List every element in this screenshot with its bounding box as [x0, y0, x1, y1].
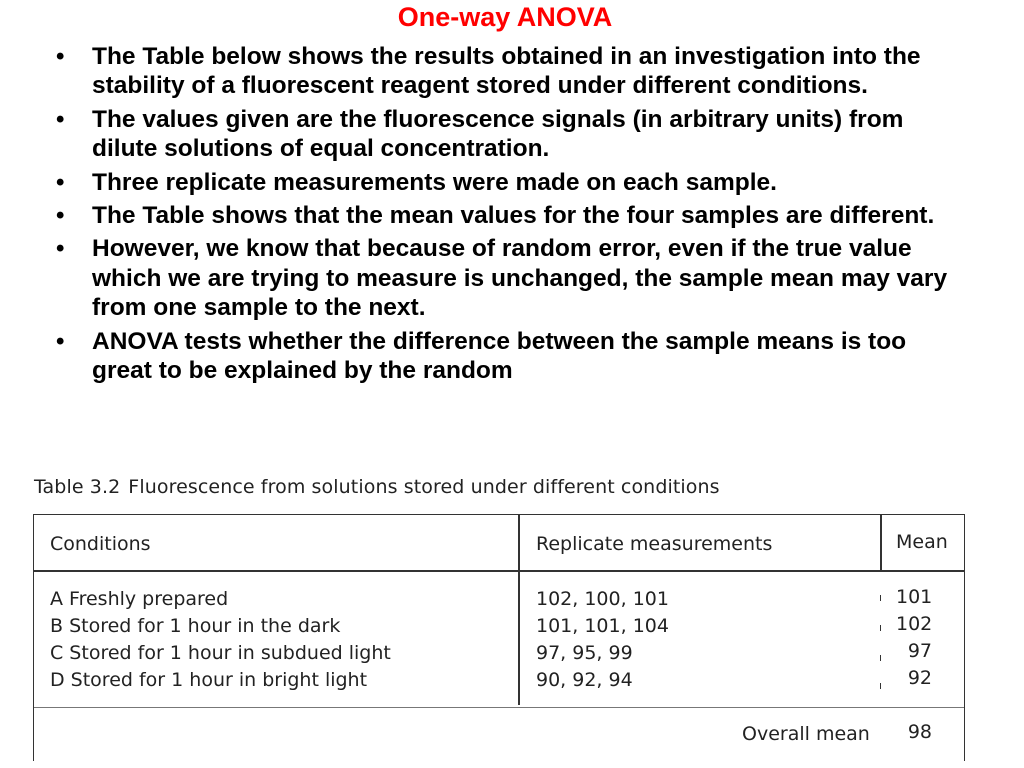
bullet-dot-icon: •	[56, 168, 65, 196]
bullet-item	[52, 168, 972, 197]
bullet-text: However, we know that because of random error, even if the true value which we are trying to measure is unchanged, the sample mean may vary from one sample to the next.	[92, 235, 948, 322]
replicates-cell: 90, 92, 94	[536, 669, 633, 691]
bullet-dot-icon: •	[56, 105, 65, 133]
header-mean: Mean	[896, 531, 948, 553]
overall-mean-value: 98	[907, 721, 932, 743]
bullet-text: The Table shows that the mean values for the four samples are different.	[92, 202, 935, 230]
bullet-dot-icon: •	[56, 43, 65, 70]
column-divider	[880, 515, 882, 571]
bullet-text: ANOVA tests whether the difference between the sample means is too great to be explained by the random	[92, 327, 907, 385]
condition-cell: B Stored for 1 hour in the dark	[50, 615, 341, 637]
bullet-item	[52, 105, 972, 164]
bullet-text: The values given are the fluorescence signals (in arbitrary units) from dilute solutions of equal concentration.	[92, 105, 904, 163]
condition-cell: A Freshly prepared	[50, 588, 229, 610]
mean-cell: 102	[896, 613, 933, 635]
bullet-text: The Table below shows the results obtained in an investigation into the stability of a fluorescent reagent stored under different conditions.	[92, 43, 921, 100]
bullet-dot-icon: •	[56, 235, 65, 263]
bullet-dot-icon: •	[56, 327, 65, 355]
fluorescence-table	[33, 514, 965, 761]
slide-title: One-way ANOVA	[397, 2, 613, 32]
column-tick	[880, 683, 881, 689]
overall-mean-label: Overall mean	[742, 723, 870, 745]
header-replicates: Replicate measurements	[536, 533, 773, 555]
column-tick	[880, 655, 881, 661]
footer-divider	[34, 707, 964, 708]
header-divider	[34, 570, 964, 572]
table-caption	[34, 476, 720, 498]
bullet-item	[52, 327, 972, 386]
replicates-cell: 102, 100, 101	[536, 588, 669, 610]
condition-cell: D Stored for 1 hour in bright light	[50, 669, 368, 691]
column-tick	[880, 625, 881, 631]
mean-cell: 92	[907, 667, 932, 689]
bullet-item	[52, 234, 972, 322]
table-caption-label: Table 3.2	[34, 476, 121, 498]
mean-cell: 101	[896, 586, 933, 608]
replicates-cell: 101, 101, 104	[536, 615, 669, 637]
replicates-cell: 97, 95, 99	[536, 642, 633, 664]
condition-cell: C Stored for 1 hour in subdued light	[50, 642, 391, 664]
mean-cell: 97	[907, 640, 932, 662]
bullet-text: Three replicate measurements were made on each sample.	[92, 168, 777, 196]
bullet-item	[52, 201, 972, 230]
bullet-item	[52, 42, 972, 101]
column-divider	[518, 515, 520, 705]
column-tick	[880, 595, 881, 601]
bullet-dot-icon: •	[56, 202, 65, 230]
header-conditions: Conditions	[50, 533, 151, 555]
bullet-list	[52, 42, 972, 389]
table-caption-text: Fluorescence from solutions stored under different conditions	[128, 476, 720, 498]
